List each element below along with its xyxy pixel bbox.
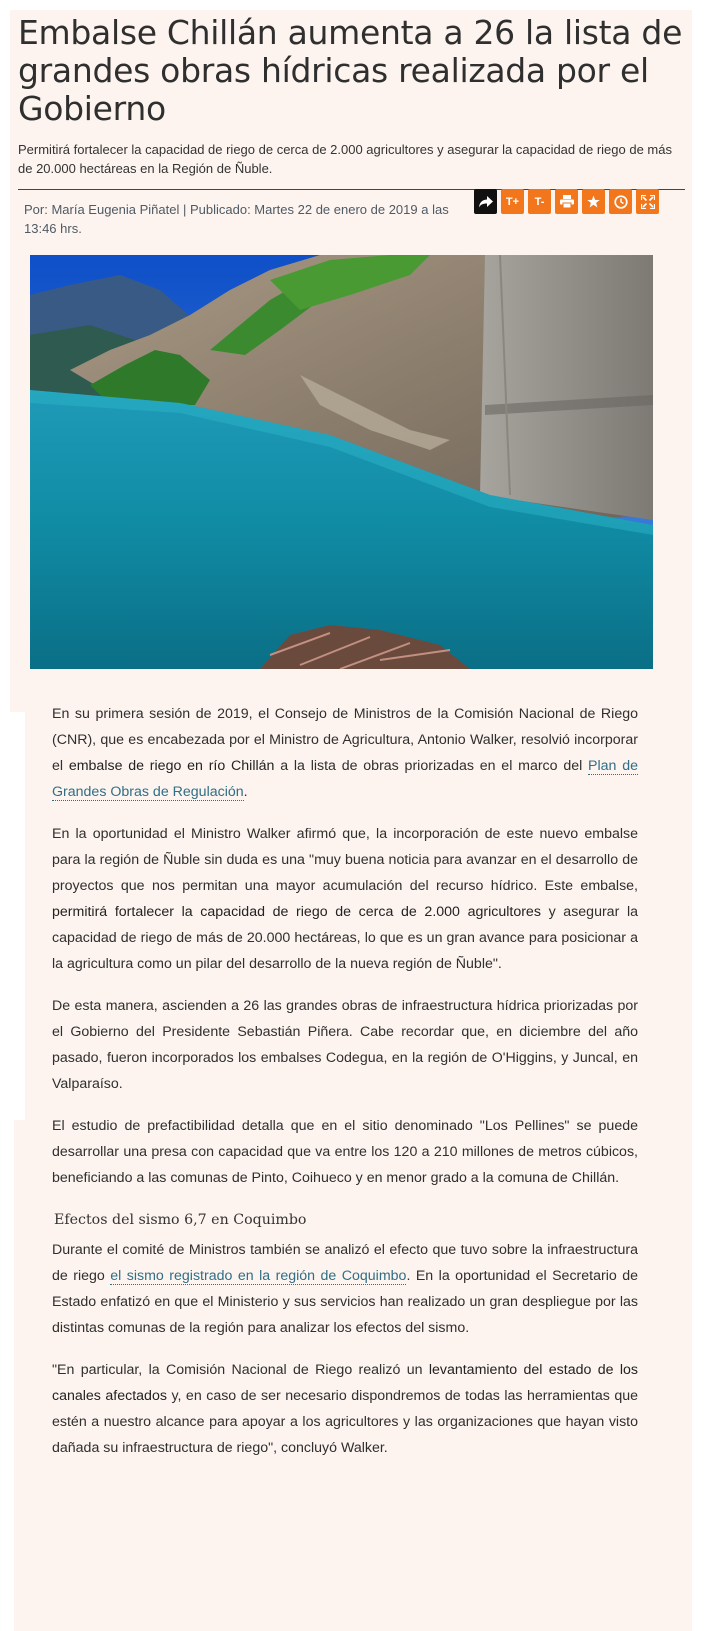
paragraph [52, 821, 638, 977]
text-emphasis: permitirá fortalecer la capacidad de riego de cerca de 2.000 agricultores [52, 904, 541, 920]
text: En su primera sesión de 2019, el Consejo de Ministros de la Comisión Nacional de Riego (CNR), que es encabezada por el Ministro de Agricultura, Antonio Walker, resolvió incorporar el [52, 706, 638, 774]
share-arrow-icon [479, 196, 493, 208]
text: En la oportunidad el Ministro Walker afirmó que, la incorporación de este nuevo embalse para la región de Ñuble sin duda es una "muy buena noticia para avanzar en el desarrollo de proyectos que nos permitan una mayor acumulación del recurso hídrico. Este embalse, [52, 826, 638, 894]
article-subtitle: Permitirá fortalecer la capacidad de riego de cerca de 2.000 agricultores y asegurar la capacidad de riego de más de 20.000 hectáreas en la Región de Ñuble. [18, 142, 672, 176]
text: y asegurar la capacidad de riego de más de 20.000 hectáreas, lo que es un gran avance para posicionar a la agricultura como un pilar del desarrollo de la nueva región de Ñuble". [52, 904, 638, 972]
text: Durante el comité de Ministros también se analizó el efecto que tuvo sobre la infraestructura de riego [52, 1242, 638, 1284]
panel-edge [14, 1120, 26, 1631]
article-title: Embalse Chillán aumenta a 26 la lista de grandes obras hídricas realizada por el Gobierno [18, 13, 683, 128]
star-icon [587, 195, 600, 208]
clock-icon [614, 195, 628, 209]
share-button[interactable] [474, 189, 497, 214]
text: . En la oportunidad el Secretario de Estado enfatizó en que el Ministerio y sus servicios han realizado un gran despliegue por las distintas comunas de la región para analizar los efectos del sismo. [52, 1268, 639, 1336]
plan-link[interactable]: Plan de Grandes Obras de Regulación [52, 758, 639, 800]
section-heading: Efectos del sismo 6,7 en Coquimbo [54, 1212, 307, 1228]
article-byline: Por: María Eugenia Piñatel | Publicado: Martes 22 de enero de 2019 a las 13:46 hrs. [24, 202, 449, 236]
fullscreen-button[interactable] [636, 189, 659, 214]
paragraph [52, 1237, 638, 1341]
paragraph: De esta manera, ascienden a 26 las grandes obras de infraestructura hídrica priorizadas por el Gobierno del Presidente Sebastián Piñera. Cabe recordar que, en diciembre del año pasado, fueron incorporados los embalses Codegua, en la región de O'Higgins, y Juncal, en Valparaíso. [52, 998, 638, 1092]
text-larger-button[interactable]: T+ [501, 189, 524, 214]
text-emphasis: levantamiento del estado de los canales afectados [52, 1362, 638, 1404]
coquimbo-link[interactable]: el sismo registrado en la región de Coquimbo [110, 1268, 407, 1284]
text: a la lista de obras priorizadas en el marco del [274, 758, 589, 774]
print-icon [560, 195, 574, 208]
fullscreen-icon [641, 195, 655, 209]
history-button[interactable] [609, 189, 632, 214]
paragraph [52, 1357, 638, 1461]
favorite-button[interactable] [582, 189, 605, 214]
reservoir-photo [30, 255, 653, 669]
text-emphasis: embalse de riego en río Chillán [68, 758, 275, 774]
print-button[interactable] [555, 189, 578, 214]
article-body [52, 701, 638, 1477]
text: "En particular, la Comisión Nacional de Riego realizó un [52, 1362, 429, 1378]
article-toolbar [474, 189, 659, 215]
text-smaller-button[interactable]: T- [528, 189, 551, 214]
paragraph: El estudio de prefactibilidad detalla que en el sitio denominado "Los Pellines" se puede desarrollar una presa con capacidad que va entre los 120 a 210 millones de metros cúbicos, beneficiando a las comunas de Pinto, Coihueco y en menor grado a la comuna de Chillán. [52, 1118, 638, 1186]
text: . [243, 784, 248, 800]
text: y, en caso de ser necesario dispondremos de todas las herramientas que estén a nuestro alcance para apoyar a los agricultores y las organizaciones que hayan visto dañada su infraestructura de riego", concluyó Walker. [52, 1388, 638, 1456]
paragraph [52, 701, 638, 805]
